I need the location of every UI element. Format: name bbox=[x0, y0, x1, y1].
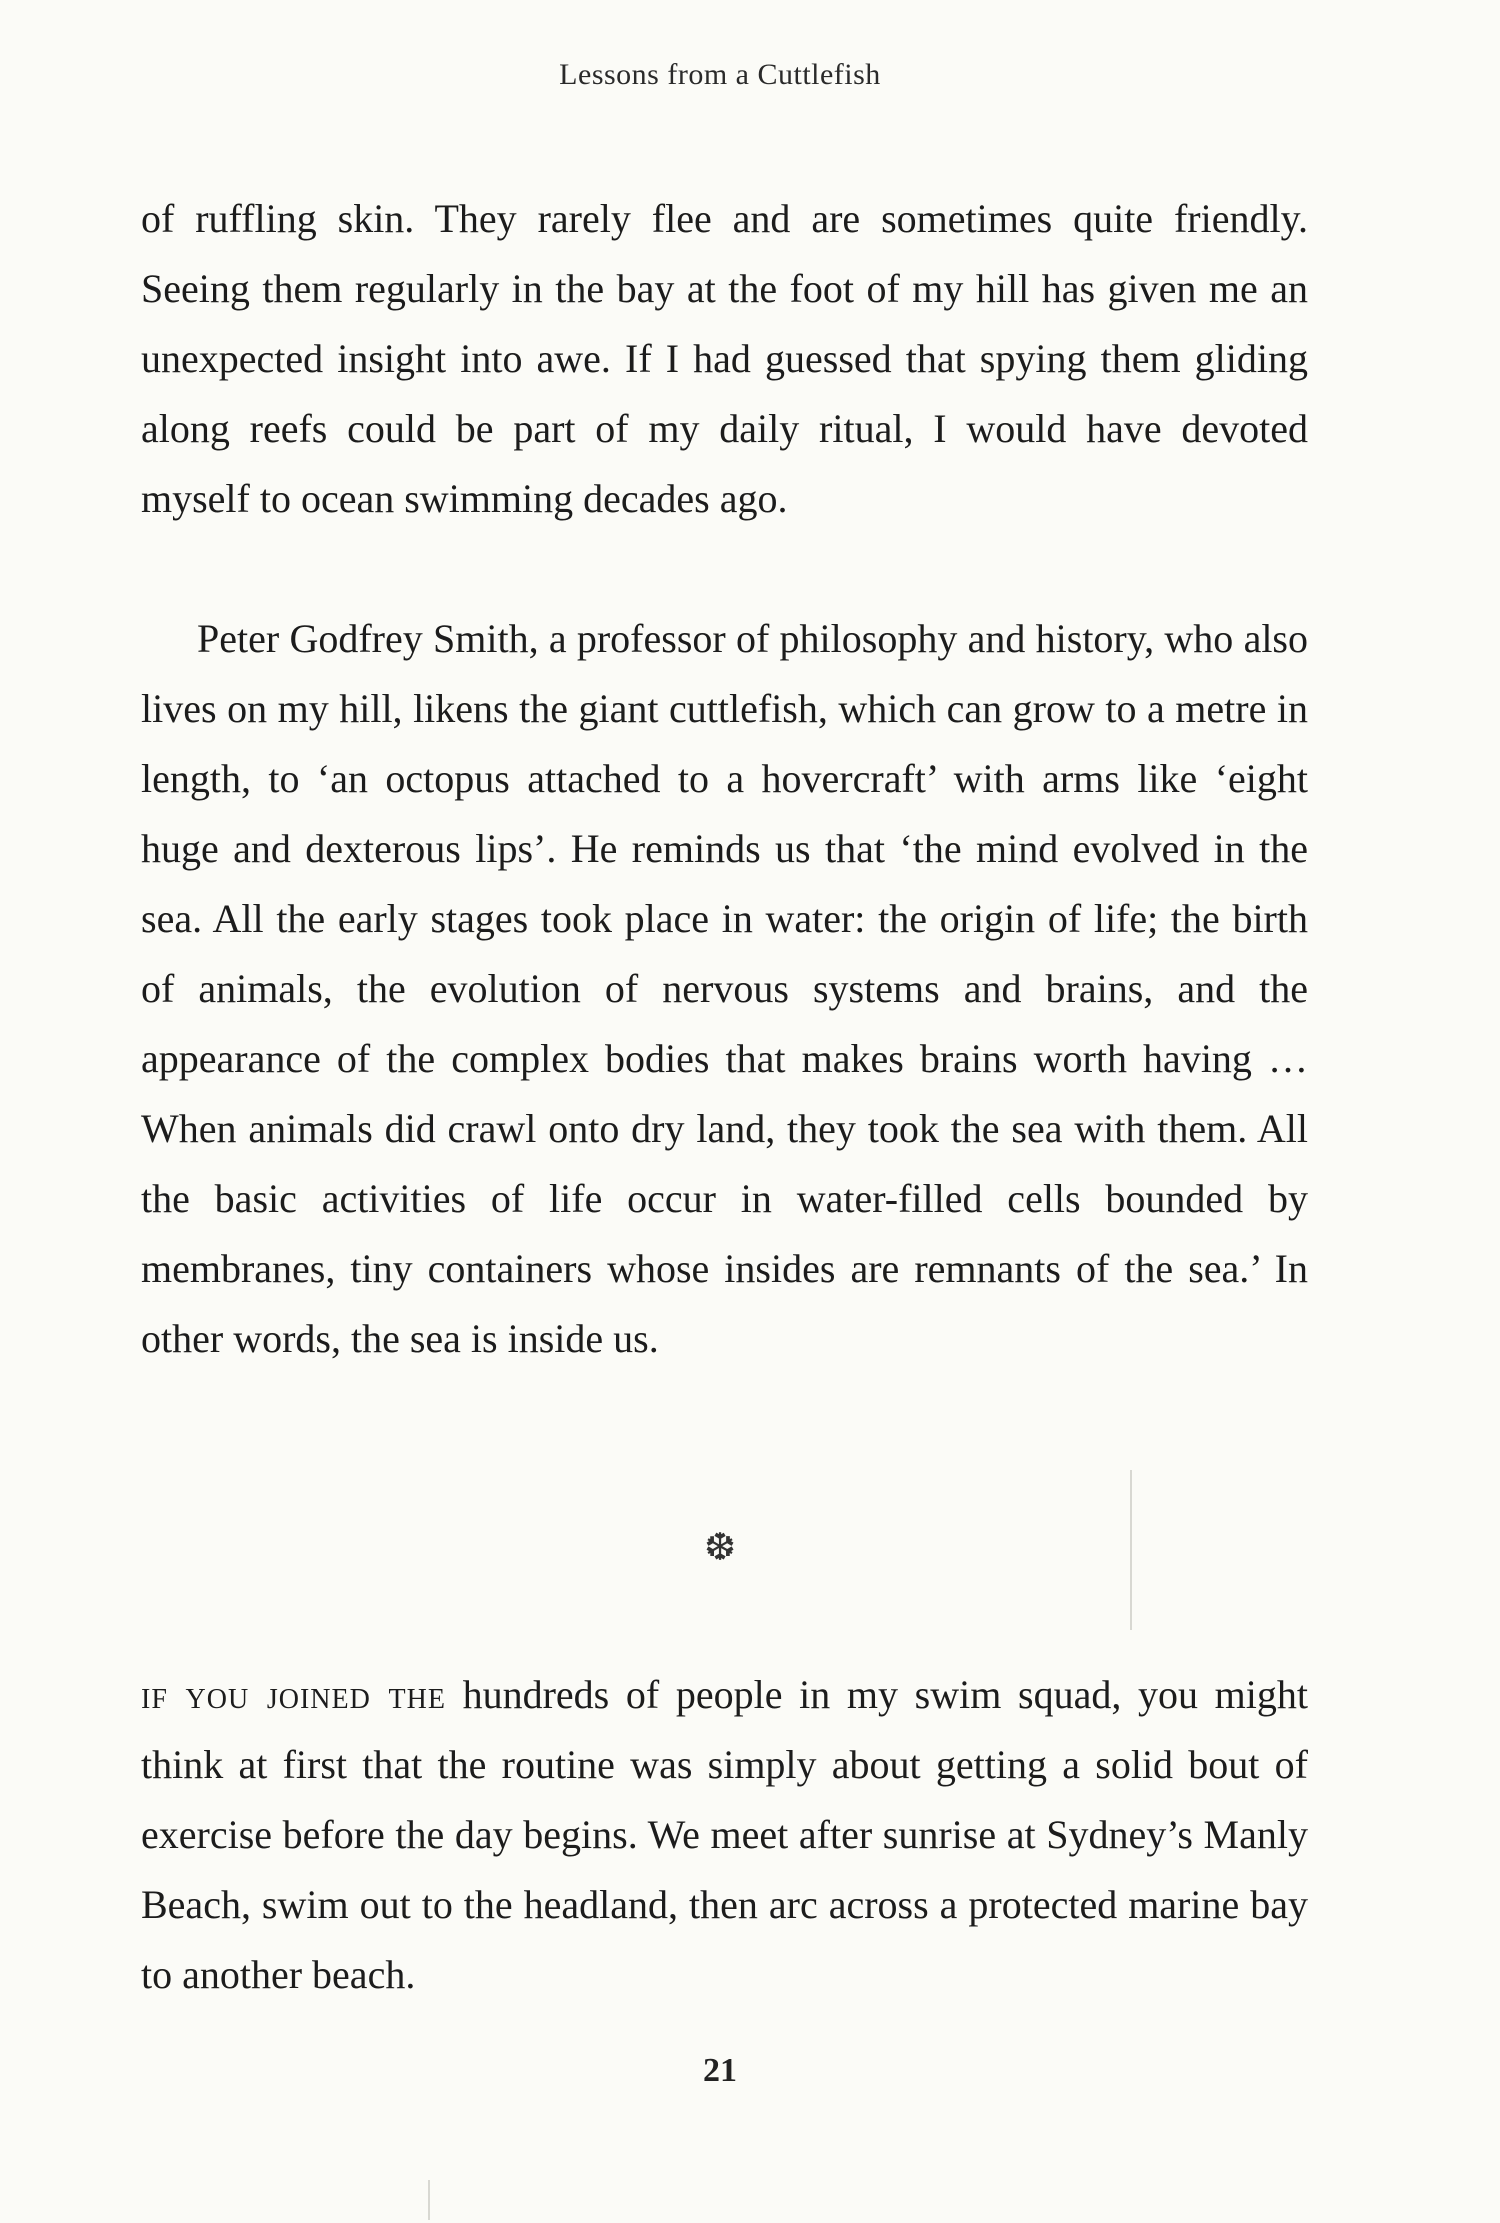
section-break-ornament: ❆ bbox=[704, 1527, 736, 1569]
paragraph-3-body: hundreds of people in my swim squad, you might think at first that the routine was simply about getting a solid bout of exercise before the day begins. We meet after sunrise at Sydney’s Manly Beach, swim out to the headland, then arc across a protected marine bay to another beach. bbox=[141, 1672, 1308, 1997]
paragraph-1 bbox=[141, 184, 1308, 534]
paragraph-2-text: Peter Godfrey Smith, a professor of philosophy and history, who also lives on my hill, likens the giant cuttlefish, which can grow to a metre in length, to ‘an octopus attached to a hovercraft’ with arms like ‘eight huge and dexterous lips’. He reminds us that ‘the mind evolved in the sea. All the early stages took place in water: the origin of life; the birth of animals, the evolution of nervous systems and brains, and the appearance of the complex bodies that makes brains worth having … When animals did crawl onto dry land, they took the sea with them. All the basic activities of life occur in water-filled cells bounded by membranes, tiny containers whose insides are remnants of the sea.’ In other words, the sea is inside us. bbox=[141, 616, 1308, 1361]
paragraph-3-lead-small-caps: if you joined the bbox=[141, 1672, 446, 1717]
paragraph-1-text: of ruffling skin. They rarely flee and are sometimes quite friendly. Seeing them regularly in the bay at the foot of my hill has given me an unexpected insight into awe. If I had guessed that spying them gliding along reefs could be part of my daily ritual, I would have devoted myself to ocean swimming decades ago. bbox=[141, 196, 1308, 521]
paragraph-3 bbox=[141, 1660, 1308, 2010]
paragraph-2 bbox=[141, 604, 1308, 1374]
scan-artifact-line bbox=[428, 2180, 430, 2220]
page-number: 21 bbox=[703, 2052, 737, 2089]
paragraph-3-text bbox=[141, 1660, 1308, 2010]
scan-artifact-line bbox=[1130, 1470, 1132, 1630]
running-head: Lessons from a Cuttlefish bbox=[559, 58, 881, 91]
